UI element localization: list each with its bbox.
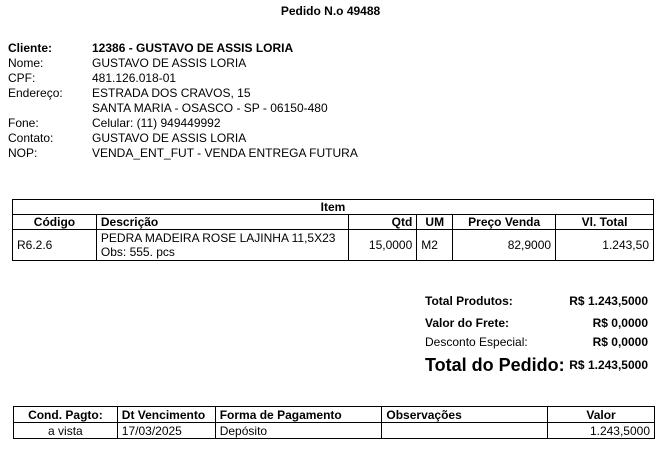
contact-value: GUSTAVO DE ASSIS LORIA — [92, 131, 247, 145]
col-qty-header: Qtd — [349, 215, 417, 230]
col-due-header: Dt Vencimento — [117, 407, 215, 423]
col-total-header: Vl. Total — [556, 215, 654, 230]
col-price-header: Preço Venda — [453, 215, 556, 230]
item-price: 82,9000 — [453, 230, 556, 261]
items-caption: Item — [13, 200, 654, 215]
items-table — [12, 199, 654, 261]
col-description-header: Descrição — [96, 215, 348, 230]
freight-label: Valor do Frete: — [425, 316, 510, 330]
item-um: M2 — [417, 230, 453, 261]
nop-label: NOP: — [8, 146, 38, 160]
payment-notes — [382, 423, 548, 439]
address-label: Endereço: — [8, 86, 63, 100]
contact-label: Contato: — [8, 131, 54, 145]
item-total: 1.243,50 — [556, 230, 654, 261]
item-qty: 15,0000 — [349, 230, 417, 261]
table-row — [14, 423, 655, 439]
nop-value: VENDA_ENT_FUT - VENDA ENTREGA FUTURA — [92, 146, 358, 160]
freight-value: R$ 0,0000 — [592, 316, 648, 330]
client-label: Cliente: — [8, 41, 53, 55]
phone-label: Fone: — [8, 116, 39, 130]
payment-due-date: 17/03/2025 — [117, 423, 215, 439]
item-description-cell — [96, 230, 348, 261]
address-line1: ESTRADA DOS CRAVOS, 15 — [92, 86, 251, 100]
item-code: R6.2.6 — [13, 230, 97, 261]
col-code-header: Código — [13, 215, 97, 230]
col-notes-header: Observações — [382, 407, 548, 423]
discount-label: Desconto Especial: — [425, 335, 528, 349]
cpf-value: 481.126.018-01 — [92, 71, 177, 85]
item-description: PEDRA MADEIRA ROSE LAJINHA 11,5X23 — [100, 231, 336, 245]
order-title: Pedido N.o 49488 — [280, 4, 381, 18]
discount-value: R$ 0,0000 — [592, 335, 648, 349]
total-products-label: Total Produtos: — [425, 294, 513, 308]
col-method-header: Forma de Pagamento — [215, 407, 382, 423]
payment-value: 1.243,5000 — [548, 423, 655, 439]
table-row — [13, 230, 654, 261]
payment-table — [13, 406, 655, 439]
payment-cond: a vista — [14, 423, 118, 439]
grand-total-value: R$ 1.243,5000 — [569, 358, 648, 372]
name-label: Nome: — [8, 56, 44, 70]
payment-method: Depósito — [215, 423, 382, 439]
client-value: 12386 - GUSTAVO DE ASSIS LORIA — [92, 41, 294, 55]
col-value-header: Valor — [548, 407, 655, 423]
phone-value: Celular: (11) 949449992 — [92, 116, 221, 130]
address-line2: SANTA MARIA - OSASCO - SP - 06150-480 — [92, 101, 328, 115]
col-cond-header: Cond. Pagto: — [14, 407, 118, 423]
item-obs: Obs: 555. pcs — [100, 245, 175, 259]
total-products-value: R$ 1.243,5000 — [569, 294, 648, 308]
name-value: GUSTAVO DE ASSIS LORIA — [92, 56, 247, 70]
cpf-label: CPF: — [8, 71, 36, 85]
col-um-header: UM — [417, 215, 453, 230]
grand-total-label: Total do Pedido: — [425, 355, 565, 375]
